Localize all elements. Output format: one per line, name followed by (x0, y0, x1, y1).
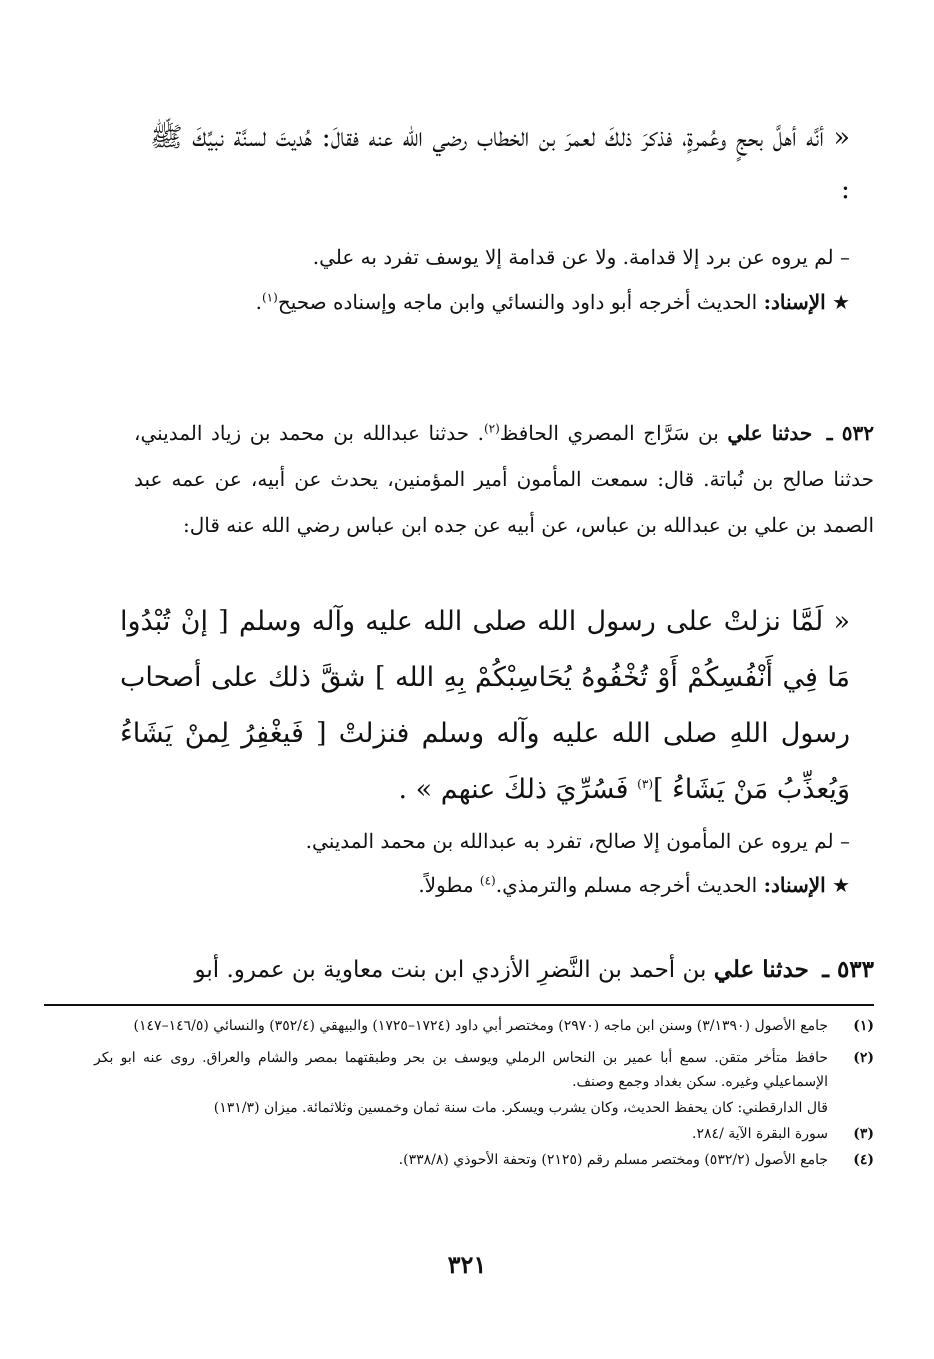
footnote-2-continuation (94, 1096, 874, 1120)
transmission-note (120, 234, 850, 280)
isnad-paragraph (120, 279, 850, 325)
footnote-4 (94, 1148, 874, 1172)
page-number: ٣٢١ (447, 1250, 487, 1279)
footnote-ref: (٣) (637, 777, 653, 791)
footnote-mark: (٣) (853, 1126, 874, 1142)
footnote-divider (44, 1004, 874, 1006)
footnote-text: سورة البقرة الآية /٢٨٤. (692, 1126, 828, 1142)
quote-text: « لَمَّا نزلتْ على رسول الله صلى الله عليه وآله وسلم [ إنْ تُبْدُوا مَا فِي أَنْفُسِكُمْ أَوْ تُخْفُوهُ يُحَاسِبْكُمْ بِهِ الله ] شقَّ ذلك على أصحاب رسول اللهِ صلى الله عليه وآله وسلم فنزلتْ [ فَيغْفِرُ لِمنْ يَشَاءُ وَيُعذِّبُ مَنْ يَشَاءُ ] (120, 606, 850, 805)
quote-text-end: فَسُرِّيَ ذلكَ عنهم » . (398, 774, 638, 805)
quote-text: « أنَّه أهلَّ بحجٍ وعُمرةٍ، فذكرَ ذلكَ لعمرَ بن الخطاب رضي الله عنه فقالَ: هُديتَ لسنَّة نبيِّكَ ﷺ : (150, 122, 850, 205)
footnote-3 (94, 1122, 874, 1146)
note-text: – لم يروه عن المأمون إلا صالح، تفرد به عبدالله بن محمد المديني. (305, 829, 850, 853)
footnote-text: جامع الأصول (٣/١٣٩٠) وسنن ابن ماجه (٢٩٧٠) ومختصر أبي داود (١٧٢٤–١٧٢٥) والبيهقي (٣٥٢/٤) والنسائي (١٤٦/٥–١٤٧) (133, 1018, 828, 1034)
isnad-paragraph (120, 862, 850, 908)
isnad-text: الحديث أخرجه مسلم والترمذي. (495, 873, 758, 897)
note-text: – لم يروه عن برد إلا قدامة. ولا عن قدامة إلا يوسف تفرد به علي. (312, 245, 850, 269)
hadith-quote-text (120, 594, 850, 818)
hadith-narrator: حدثنا علي (713, 956, 809, 983)
star-icon: ★ (832, 290, 850, 314)
hadith-532-chain (134, 410, 874, 548)
footnote-ref: (١) (261, 290, 278, 305)
footnote-ref: (٤) (479, 873, 496, 888)
footnote-ref: (٢) (483, 421, 500, 436)
isnad-end: . (255, 290, 262, 314)
hadith-533-chain (114, 944, 874, 996)
footnote-1 (94, 1014, 874, 1038)
hadith-number: ٥٣٣ ـ (822, 956, 874, 983)
chain-text-continued: . حدثنا عبدالله بن محمد بن زياد المديني، حدثنا صالح بن نُباتة. قال: سمعت المأمون أمير المؤمنين، يحدث عن أبيه، عن عمه عبد الصمد بن علي بن عبدالله بن عباس، عن أبيه عن جده ابن عباس رضي الله عنه قال: (134, 421, 874, 537)
footnote-2 (94, 1046, 874, 1094)
hadith-number: ٥٣٢ ـ (826, 421, 875, 445)
chain-text: بن سَرَّاج المصري الحافظ (499, 421, 719, 445)
hadith-narrator: حدثنا علي (727, 421, 813, 445)
isnad-label: الإسناد: (763, 290, 826, 314)
footnotes (94, 1014, 874, 1174)
footnote-mark: (١) (853, 1018, 874, 1034)
star-icon: ★ (832, 873, 850, 897)
hadith-quote-text (150, 112, 850, 216)
footnote-mark: (٢) (853, 1050, 874, 1066)
footnote-text: حافظ متأخر متقن. سمع أبا عمير بن النحاس الرملي ويوسف بن بحر وطبقتهما بمصر والشام والعراق. روى عنه ابو بكر الإسماعيلي وغيره. سكن بغداد وجمع وصنف. (94, 1050, 828, 1090)
transmission-note (120, 818, 850, 864)
isnad-label: الإسناد: (763, 873, 826, 897)
footnote-text: قال الدارقطني: كان يحفظ الحديث، وكان يشرب ويسكر. مات سنة ثمان وخمسين وثلاثمائة. ميزان (١٣١/٣) (213, 1100, 828, 1116)
isnad-end: مطولاً. (418, 873, 480, 897)
chain-text: بن أحمد بن النَّضرِ الأزدي ابن بنت معاوية بن عمرو. أبو (194, 957, 707, 983)
isnad-text: الحديث أخرجه أبو داود والنسائي وابن ماجه وإسناده صحيح (277, 290, 758, 314)
footnote-mark: (٤) (853, 1152, 874, 1168)
footnote-text: جامع الأصول (٥٣٢/٢) ومختصر مسلم رقم (٢١٢٥) وتحفة الأحوذي (٣٣٨/٨). (398, 1152, 828, 1168)
